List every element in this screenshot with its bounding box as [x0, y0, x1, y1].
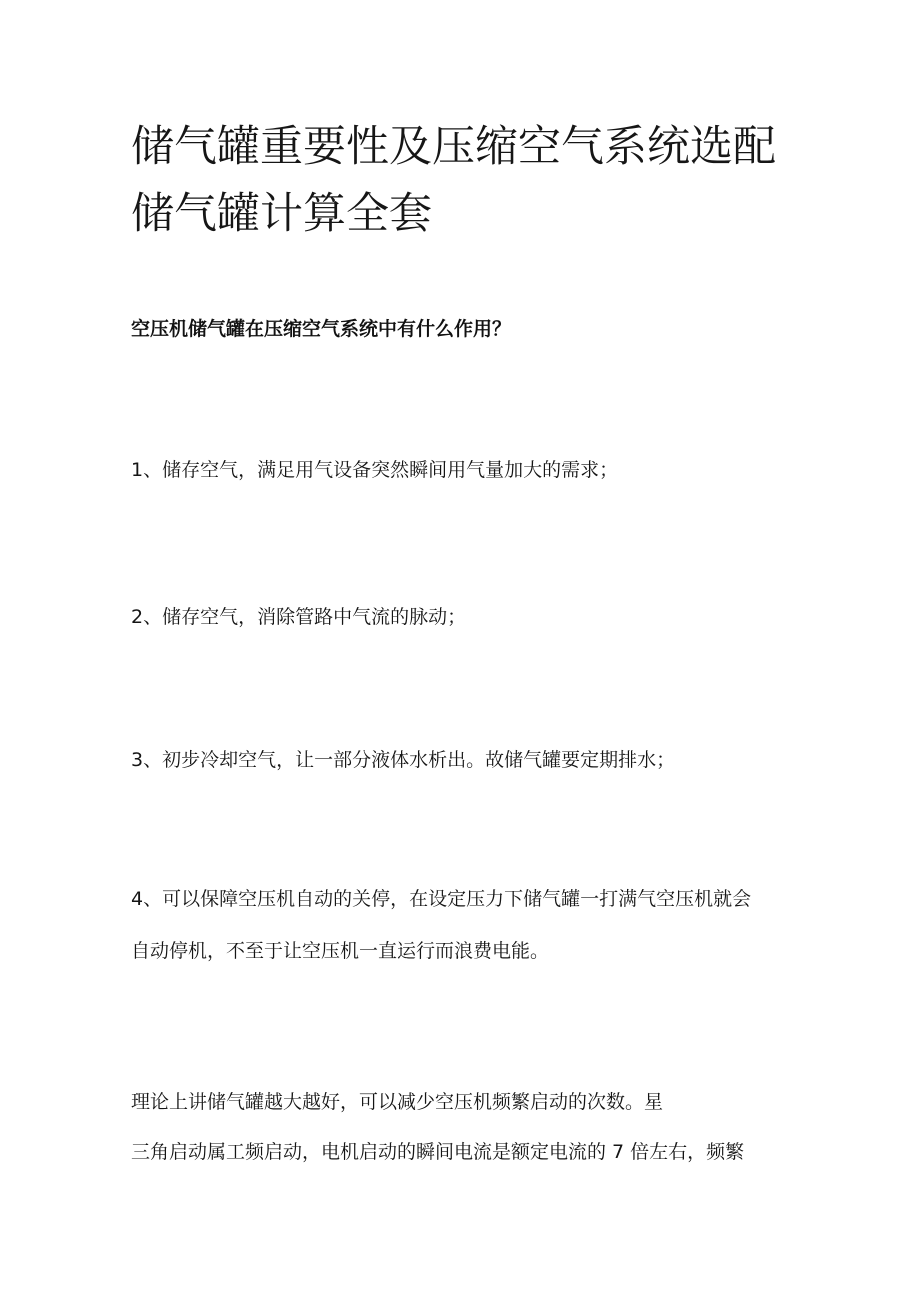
closing-paragraph [131, 1088, 801, 1166]
closing-paragraph-line-2: 三角启动属工频启动，电机启动的瞬间电流是额定电流的 7 倍左右，频繁 [131, 1141, 745, 1163]
title-line-1: 储气罐重要性及压缩空气系统选配 [131, 122, 776, 172]
section-heading: 空压机储气罐在压缩空气系统中有什么作用？ [131, 318, 512, 340]
list-item-2-line-1: 2、储存空气，消除管路中气流的脉动； [131, 606, 467, 628]
list-item-1 [131, 456, 801, 484]
title-line-2: 储气罐计算全套 [131, 189, 432, 239]
document-title [131, 114, 821, 248]
list-item-1-line-1: 1、储存空气，满足用气设备突然瞬间用气量加大的需求； [131, 459, 619, 481]
list-item-3-line-1: 3、初步冷却空气，让一部分液体水析出。故储气罐要定期排水； [131, 749, 676, 771]
list-item-3 [131, 746, 801, 774]
list-item-4 [131, 885, 801, 965]
closing-paragraph-line-1: 理论上讲储气罐越大越好，可以减少空压机频繁启动的次数。星 [131, 1091, 664, 1113]
list-item-4-line-1: 4、可以保障空压机自动的关停，在设定压力下储气罐一打满气空压机就会 [131, 888, 752, 910]
list-item-4-line-2: 自动停机，不至于让空压机一直运行而浪费电能。 [131, 940, 550, 962]
list-item-2 [131, 603, 801, 631]
